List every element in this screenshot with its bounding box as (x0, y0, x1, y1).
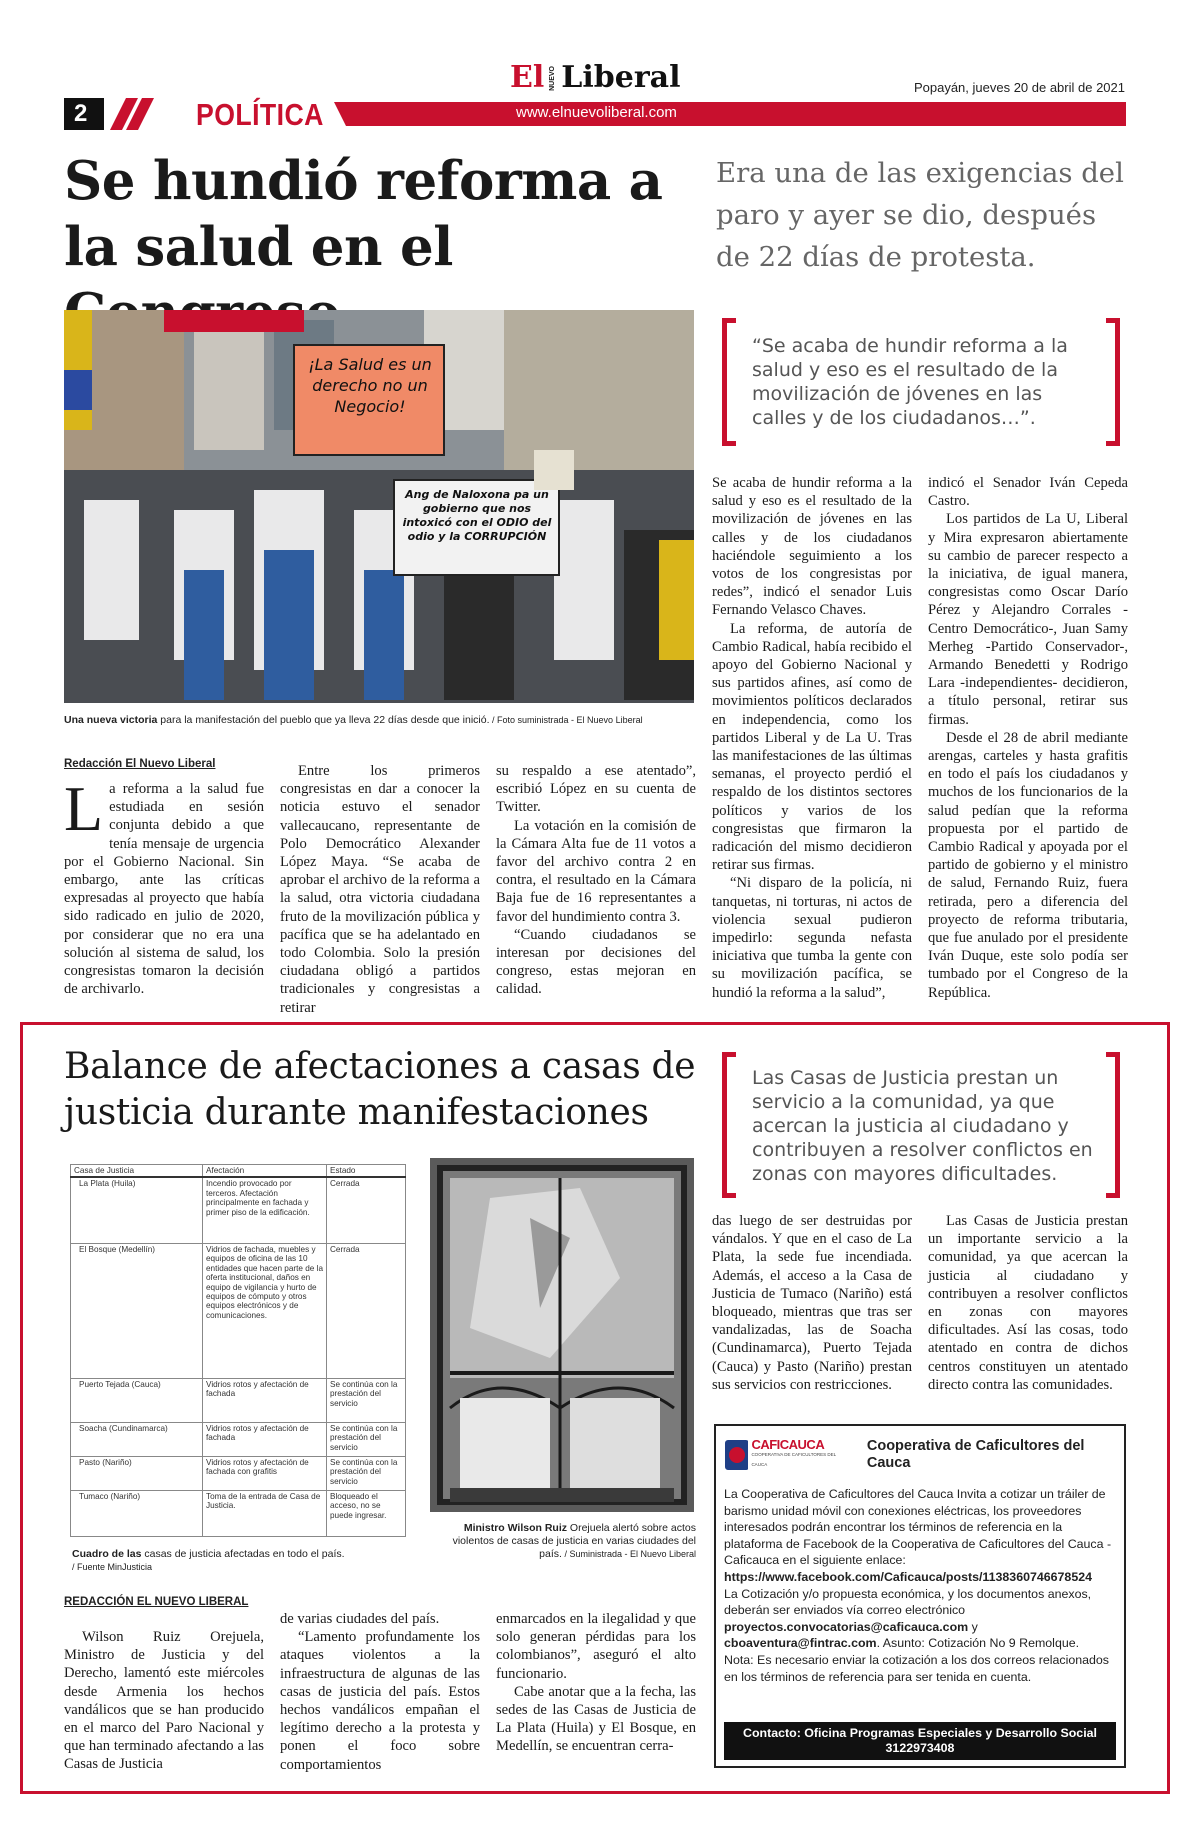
a2-col3-p1: enmarcados en la ilegalidad y que solo generan pérdidas para los colombianos”, aseguró el alto funcionario. (496, 1611, 696, 1682)
article1-byline: Redacción El Nuevo Liberal (64, 758, 216, 770)
a2-col1-p1: Wilson Ruiz Orejuela, Ministro de Justicia y del Derecho, lamentó este miércoles desde Armenia los hechos vandálicos que se han producido en el marco del Paro Nacional y que han terminado afectando a las Casas de Justicia (64, 1629, 264, 1773)
article2-col5 (928, 1212, 1128, 1394)
ad-header (724, 1432, 1116, 1478)
ad-email-1[interactable]: proyectos.convocatorias@caficauca.com (724, 1619, 969, 1634)
article1-col5 (928, 474, 1128, 1002)
protest-photo (64, 310, 694, 703)
article1-col2 (280, 762, 480, 1017)
table-cell: Se continúa con la prestación del servicio (327, 1456, 406, 1490)
article1-headline: Se hundió reforma a la salud en el (64, 150, 663, 278)
dropcap: L (64, 773, 104, 844)
table-cell: Bloqueado el acceso, no se puede ingresar. (327, 1490, 406, 1536)
table-header: Afectación (203, 1165, 327, 1178)
article2-pull-quote: Las Casas de Justicia prestan un servicio a la comunidad, ya que acercan la justicia al ciudadano y contribuyen a resolver conflictos en zonas con mayores dificultades. (752, 1067, 1093, 1185)
red-bar-slant (334, 102, 350, 126)
ad-title: Cooperativa de Caficultores del Cauca (866, 1438, 1085, 1471)
col5-p3: Desde el 28 de abril mediante arengas, carteles y hasta grafitis en todo el país los ciudadanos y muchos de los funcionarios de la salud pedían que la reforma propuesta por el partido de Cambio Radical y apoyada por el partido de gobierno y el ministro de salud, Fernando Ruiz, fuera retirada, pero a diferencia del proyecto de reforma tributaria, que fue anulado por el presidente Iván Duque, este solo podía ser tumbado por el Congreso de la República. (928, 729, 1128, 1001)
table-caption (72, 1548, 412, 1574)
table-cell: Vidrios rotos y afectación de fachada con grafitis (203, 1456, 327, 1490)
article1-col4 (712, 474, 912, 1002)
ad-email-line-2 (724, 1635, 1116, 1652)
ad-note: Nota: Es necesario enviar la cotización a los dos correos relacionados en los términos de referencia para ser tenida en cuenta. (724, 1652, 1109, 1684)
table-cell: Cerrada (327, 1177, 406, 1243)
article1-col3 (496, 762, 696, 999)
quote-bracket-left (722, 318, 736, 446)
section-title: POLÍTICA (196, 97, 324, 132)
quote2-bracket-left (722, 1052, 736, 1198)
table-header: Estado (327, 1165, 406, 1178)
table-cell: Soacha (Cundinamarca) (71, 1422, 203, 1456)
a2-col3-p2: Cabe anotar que a la fecha, las sedes de las Casas de Justicia de La Plata (Huila) y El Bosque, en Medellín, se encuentran cerra- (496, 1683, 696, 1755)
article2-col3 (496, 1610, 696, 1756)
article2-byline: REDACCIÓN EL NUEVO LIBERAL (64, 1596, 249, 1608)
logo (510, 60, 680, 96)
ad-email-line-1 (724, 1619, 1116, 1636)
article1-deck: Era una de las exigencias del paro y ayer se dio, después de 22 días de protesta. (716, 157, 1124, 273)
caption-bold: Una nueva victoria (64, 714, 158, 726)
table-cell: Toma de la entrada de Casa de Justicia. (203, 1490, 327, 1536)
ad-email-join: y (968, 1619, 978, 1634)
col2-p1: Entre los primeros congresistas en dar a conocer la noticia estuvo el senador vallecaucano, representante de Polo Democrático Alexander López Maya. “Se acaba de aprobar el archivo de la reforma a la salud, otra victoria ciudadana fruto de la movilización pública y pacífica que se ha adelantado en todo Colombia. Solo la presión ciudadana obligó a partidos tradicionales y congresistas a retirar (280, 763, 480, 1016)
website[interactable]: www.elnuevoliberal.com (516, 104, 677, 121)
table-cell: Se continúa con la prestación del servicio (327, 1378, 406, 1422)
page-header (0, 0, 1191, 130)
a2-col2-p1: de varias ciudades del país. (280, 1611, 440, 1627)
logo-liberal: Liberal (561, 60, 681, 95)
col4-p3: “Ni disparo de la policía, ni tanquetas, ni torturas, ni actos de violencia sexual pudieron impedirlo: segunda nefasta iniciativa que tumba la gente con su movilización pacífica, se hundió la reforma a la salud”, (712, 875, 912, 1001)
table-row (71, 1490, 406, 1536)
ad-logo-sub: COOPERATIVA DE CAFICULTORES DEL CAUCA (751, 1452, 836, 1467)
col4-p1: Se acaba de hundir reforma a la salud y eso es el resultado de la movilización de jóvenes en las calles y de los ciudadanos haciéndole seguimiento a los votos de los congresistas por redes”, indicó el senador Luis Fernando Velasco Chaves. (712, 475, 912, 619)
protest-sign-1: ¡La Salud es un derecho no un Negocio! (308, 355, 432, 416)
logo-el: El (510, 60, 545, 95)
ad-body2: La Cotización y/o propuesta económica, y los documentos anexos, deberán ser enviados vía correo electrónico (724, 1586, 1092, 1618)
ad-logo (751, 1437, 846, 1470)
col3-p2: La votación en la comisión de la Cámara Alta fue de 11 votos a favor del archivo contra 2 en contra, el resultado en la Cámara Baja fue de 16 representantes a favor del hundimiento contra 3. (496, 817, 696, 925)
col5-p1: indicó el Senador Iván Cepeda Castro. (928, 475, 1128, 510)
table-cell: Vidrios rotos y afectación de fachada (203, 1378, 327, 1422)
page-number: 2 (64, 98, 104, 130)
article2-col2 (280, 1610, 480, 1774)
ad-contact: Contacto: Oficina Programas Especiales y Desarrollo Social (743, 1726, 1097, 1740)
a2-col5-p1: Las Casas de Justicia prestan un importante servicio a la comunidad, ya que acercan la justicia al ciudadano y contribuyen a resolver conflictos en zonas con mayores dificultades. Así las cosas, todo atentado en contra de dichos centros constituyen un atentado directo contra las comunidades. (928, 1213, 1128, 1393)
col3-p3: “Cuando ciudadanos se interesan por decisiones del congreso, estas mejoran en calidad. (496, 926, 696, 998)
photo-caption-credit: / Suministrada - El Nuevo Liberal (561, 1549, 696, 1559)
logo-nuevo: NUEVO (549, 66, 557, 91)
cases-table-box (70, 1164, 406, 1532)
table-cell: Pasto (Nariño) (71, 1456, 203, 1490)
ad-contact-bar (724, 1722, 1116, 1760)
ad-body1: La Cooperativa de Caficultores del Cauca Invita a cotizar un tráiler de barismo unidad móvil con conexiones eléctricas, los proveedores interesados podrán encontrar los términos de referencia en la plataforma de Facebook de la Cooperativa de Caficultores del Cauca - Caficauca en el siguiente enlace: (724, 1487, 1112, 1568)
article2-headline: Balance de afectaciones a casas de justicia durante manifestaciones (64, 1046, 696, 1133)
table-caption-credit: / Fuente MinJusticia (72, 1562, 153, 1572)
article2-col4 (712, 1212, 912, 1394)
ad-phone: 3122973408 (885, 1741, 955, 1755)
table-row (71, 1177, 406, 1243)
dateline: Popayán, jueves 20 de abril de 2021 (913, 80, 1125, 95)
table-header: Casa de Justicia (71, 1165, 203, 1178)
a2-col4-p1: das luego de ser destruidas por vándalos. Y que en el caso de La Plata, la sede fue incendiada. Además, el acceso a la Casa de Justicia de Tumaco (Nariño) está bloqueado, mientras que tras ser vandalizadas, las de Soacha (Cundinamarca), Puerto Tejada (Cauca) y Pasto (Nariño) prestan sus servicios con restricciones. (712, 1213, 912, 1393)
table-cell: El Bosque (Medellín) (71, 1243, 203, 1378)
window-photo-caption (436, 1522, 696, 1561)
col4-p2: La reforma, de autoría de Cambio Radical, había recibido el apoyo del Gobierno Nacional y sus partidos afines, así como de movimientos políticos declarados en independencia, como los partidos Liberal y de La U. Tras las manifestaciones de las últimas semanas, el proyecto perdió el respaldo de los distintos sectores políticos y varios de los congresistas que firmaron la radicación del mismo decidieron retirar sus firmas. (712, 620, 912, 874)
table-header-row (71, 1165, 406, 1178)
section-stripes (104, 98, 164, 130)
protest-sign-2: Ang de Naloxona pa un gobierno que nos intoxicó con el ODIO del odio y la CORRUPCIÓN (402, 488, 552, 543)
table-cell: Tumaco (Nariño) (71, 1490, 203, 1536)
caficauca-ad (714, 1424, 1126, 1768)
cases-table (70, 1164, 406, 1537)
table-cell: Incendio provocado por terceros. Afectación principalmente en fachada y primer piso de la edificación. (203, 1177, 327, 1243)
ad-logo-text: CAFICAUCA (751, 1437, 825, 1452)
table-row (71, 1378, 406, 1422)
quote-bracket-right (1106, 318, 1120, 446)
caption-credit: / Foto suministrada - El Nuevo Liberal (489, 715, 643, 725)
damaged-window-photo (430, 1158, 694, 1512)
caption-text: para la manifestación del pueblo que ya lleva 22 días desde que inició. (157, 714, 490, 726)
article1-photo-caption (64, 714, 704, 727)
ad-link[interactable]: https://www.facebook.com/Caficauca/posts/1138360746678524 (724, 1569, 1092, 1584)
photo-caption-text: Orejuela alertó sobre actos violentos de casas de justicia en varias ciudades del país. (452, 1522, 696, 1560)
table-cell: Vidrios de fachada, muebles y equipos de oficina de las 10 entidades que hacen parte de la oferta institucional, daños en equipo de vigilancia y hurto de equipos de cómputo y otros equipos electrónicos y de comunicaciones. (203, 1243, 327, 1378)
article1-col1 (64, 773, 264, 998)
table-cell: Vidrios rotos y afectación de fachada (203, 1422, 327, 1456)
table-cell: Se continúa con la prestación del servicio (327, 1422, 406, 1456)
article1-pull-quote: “Se acaba de hundir reforma a la salud y eso es el resultado de la movilización de jóvenes en las calles y de los ciudadanos…”. (752, 335, 1068, 429)
table-caption-bold: Cuadro de las (72, 1548, 142, 1560)
table-cell: Cerrada (327, 1243, 406, 1378)
quote2-bracket-right (1106, 1052, 1120, 1198)
col3-p1: su respaldo a ese atentado”, escribió López en su cuenta de Twitter. (496, 763, 696, 816)
table-row (71, 1456, 406, 1490)
table-cell: La Plata (Huila) (71, 1177, 203, 1243)
header-red-bar (348, 102, 1126, 126)
table-row (71, 1422, 406, 1456)
photo-caption-bold: Ministro Wilson Ruiz (463, 1522, 568, 1534)
table-caption-text: casas de justicia afectadas en todo el país. (141, 1548, 345, 1560)
ad-email-2[interactable]: cboaventura@fintrac.com (724, 1636, 877, 1651)
a2-col2-p2: “Lamento profundamente los ataques violentos a la infraestructura de algunas de las casas de justicia del país. Estos hechos vandálicos empañan el legítimo derecho a la protesta y ponen el foco sobre comportamientos (280, 1629, 480, 1773)
ad-asunto: . Asunto: Cotización No 9 Remolque. (876, 1636, 1080, 1651)
col1-p1: a reforma a la salud fue estudiada en sesión conjunta debido a que tenía mensaje de urgencia por el Gobierno Nacional. Sin embargo, ante las críticas expresadas al proyecto que había sido radicado en julio de 2020, por considerar que no era una solución al sistema de salud, los congresistas tomaron la decisión de archivarlo. (64, 781, 264, 998)
table-cell: Puerto Tejada (Cauca) (71, 1378, 203, 1422)
caficauca-logo-icon (724, 1438, 748, 1472)
stripes-decoration (104, 98, 164, 130)
table-row (71, 1243, 406, 1378)
article2-col1 (64, 1628, 264, 1774)
col5-p2: Los partidos de La U, Liberal y Mira expresaron abiertamente su cambio de parecer respecto a la iniciativa, de igual manera, congresistas como Oscar Darío Pérez y Alejandro Corrales -Centro Democrático-, Juan Samy Merheg -Partido Conservador-, Armando Benedetti y Rodrigo Lara -independientes- decidieron, a título personal, retirar sus firmas. (928, 511, 1128, 728)
